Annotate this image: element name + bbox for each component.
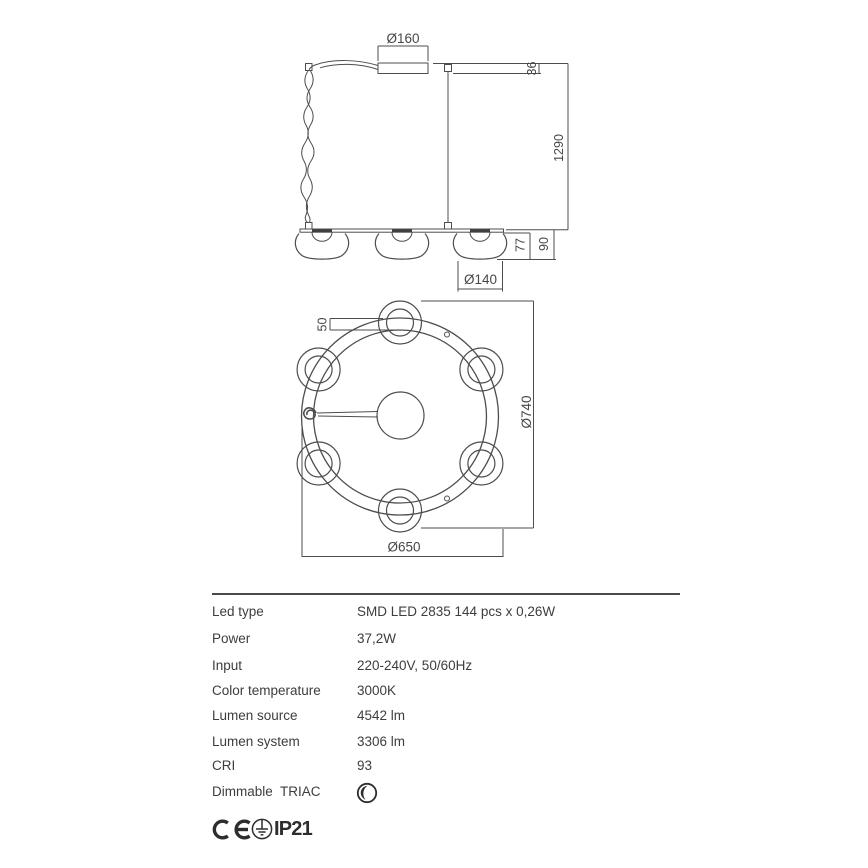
- spec-label: Lumen source: [212, 708, 298, 723]
- canopy-height-dim: [433, 61, 568, 76]
- cable-top-view: [304, 408, 378, 419]
- lamp-top-view: [379, 301, 422, 344]
- protective-earth-icon: [251, 818, 273, 840]
- overall-diameter-label: Ø740: [519, 395, 534, 429]
- side-view-drawing: [295, 46, 568, 292]
- frame-depth-label: 90: [537, 237, 551, 251]
- spec-value: 4542 lm: [357, 708, 406, 723]
- spec-label: Color temperature: [212, 683, 321, 698]
- spec-value: 3000K: [357, 683, 397, 698]
- lamp-top-view: [297, 442, 340, 485]
- lamp-top-view: [460, 442, 503, 485]
- spec-value: 93: [357, 758, 373, 773]
- ring-width-label: 50: [315, 317, 330, 332]
- lamp-top-view: [460, 348, 503, 391]
- ring-diameter-label: Ø650: [387, 539, 421, 555]
- mounting-hole: [445, 332, 450, 337]
- cable-knot: [304, 408, 316, 419]
- power-cable: [301, 61, 378, 229]
- ce-mark-icon: [211, 819, 253, 840]
- lamp-top-view: [297, 348, 340, 391]
- ring-diameter-dim: [302, 425, 503, 557]
- canopy-top-view: [377, 392, 424, 439]
- spec-label: Dimmable TRIAC: [212, 784, 321, 799]
- shade-diameter-label: Ø140: [463, 272, 498, 287]
- top-view-drawing: [297, 301, 533, 557]
- canopy-diameter-dim: [378, 46, 428, 61]
- spec-label: Led type: [212, 604, 264, 619]
- canopy: [378, 63, 428, 74]
- canopy-diameter-label: Ø160: [386, 31, 420, 46]
- spec-value: SMD LED 2835 144 pcs x 0,26W: [357, 604, 556, 619]
- spec-value: 37,2W: [357, 631, 397, 646]
- lamp-shade: [453, 234, 506, 260]
- dimmer-icon: [356, 782, 378, 804]
- spec-label: Lumen system: [212, 734, 300, 749]
- spec-label: Power: [212, 631, 251, 646]
- lamp-shades: [295, 234, 506, 260]
- lamp-sockets: [312, 232, 490, 241]
- spec-table-divider: [212, 593, 680, 595]
- spec-value: 220-240V, 50/60Hz: [357, 658, 473, 673]
- ip-rating: IP21: [274, 818, 312, 840]
- mounting-hole: [445, 496, 450, 501]
- spec-value: 3306 lm: [357, 734, 406, 749]
- spec-label: Input: [212, 658, 243, 673]
- canopy-height-label: 36: [525, 61, 539, 76]
- lamp-shade: [295, 234, 348, 260]
- suspension-height-label: 1290: [552, 134, 566, 162]
- lamp-shade: [375, 234, 428, 260]
- shade-depth-label: 77: [513, 238, 528, 252]
- suspension-wire: [445, 65, 452, 230]
- spec-label: CRI: [212, 758, 236, 773]
- lamp-top-view: [379, 489, 422, 532]
- dimension-labels: [316, 31, 567, 555]
